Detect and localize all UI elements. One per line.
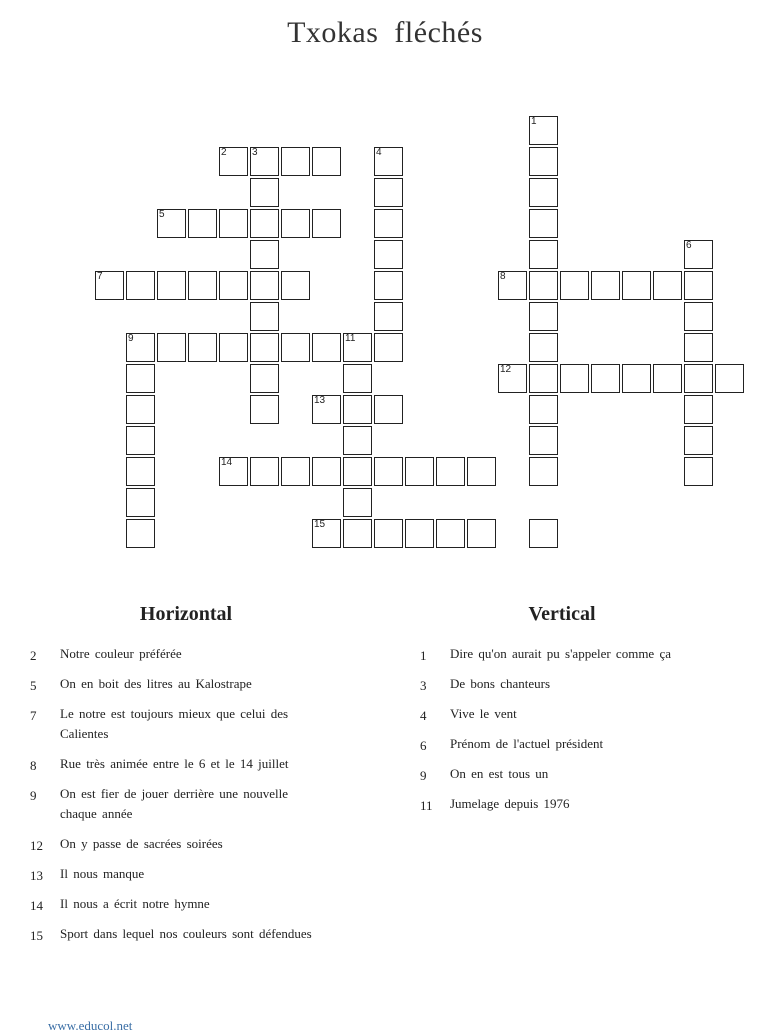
- grid-cell[interactable]: [250, 178, 279, 207]
- clue-text: On y passe de sacrées soirées: [60, 836, 223, 851]
- grid-cell[interactable]: [622, 364, 651, 393]
- grid-cell[interactable]: [374, 240, 403, 269]
- grid-cell[interactable]: [281, 147, 310, 176]
- clue-text: Sport dans lequel nos couleurs sont défendues: [60, 926, 312, 941]
- grid-cell[interactable]: [343, 488, 372, 517]
- grid-cell[interactable]: [374, 147, 403, 176]
- grid-cell[interactable]: [343, 519, 372, 548]
- grid-cell[interactable]: [653, 271, 682, 300]
- clue-text: Jumelage depuis 1976: [450, 796, 570, 811]
- grid-cell[interactable]: [157, 209, 186, 238]
- clue-text: On en est tous un: [450, 766, 549, 781]
- clue-text: De bons chanteurs: [450, 676, 551, 691]
- grid-cell[interactable]: [374, 457, 403, 486]
- clue-text: Le notre est toujours mieux que celui des Calientes: [60, 706, 289, 741]
- grid-cell[interactable]: [529, 426, 558, 455]
- cell-number: 6: [686, 240, 692, 251]
- grid-cell[interactable]: [188, 209, 217, 238]
- grid-cell[interactable]: [219, 271, 248, 300]
- horizontal-clue: [30, 784, 320, 824]
- grid-cell[interactable]: [312, 209, 341, 238]
- grid-cell[interactable]: [312, 147, 341, 176]
- vertical-clue: [420, 794, 740, 814]
- horizontal-clue: [30, 644, 320, 664]
- grid-cell[interactable]: [281, 333, 310, 362]
- grid-cell[interactable]: [529, 271, 558, 300]
- grid-cell[interactable]: [250, 240, 279, 269]
- cell-number: 15: [314, 519, 326, 530]
- horizontal-clue: [30, 894, 320, 914]
- grid-cell[interactable]: [374, 395, 403, 424]
- cell-number: 8: [500, 271, 506, 282]
- cell-number: 7: [97, 271, 103, 282]
- grid-cell[interactable]: [126, 488, 155, 517]
- clue-text: Rue très animée entre le 6 et le 14 juillet: [60, 756, 289, 771]
- grid-cell[interactable]: [126, 271, 155, 300]
- puzzle-title: Txokas fléchés: [287, 16, 483, 49]
- clue-number: 8: [30, 758, 37, 773]
- vertical-clue: [420, 674, 740, 694]
- grid-cell[interactable]: [312, 519, 341, 548]
- grid-cell[interactable]: [529, 240, 558, 269]
- cell-number: 13: [314, 395, 326, 406]
- grid-cell[interactable]: [529, 116, 558, 145]
- cell-number: 4: [376, 147, 382, 158]
- grid-cell[interactable]: [188, 271, 217, 300]
- grid-cell[interactable]: [684, 426, 713, 455]
- cell-number: 3: [252, 147, 258, 158]
- clue-number: 3: [420, 678, 427, 693]
- grid-cell[interactable]: [126, 457, 155, 486]
- clue-number: 12: [30, 838, 43, 853]
- grid-cell[interactable]: [312, 457, 341, 486]
- grid-cell[interactable]: [250, 302, 279, 331]
- grid-cell[interactable]: [219, 333, 248, 362]
- grid-cell[interactable]: [560, 271, 589, 300]
- grid-cell[interactable]: [498, 271, 527, 300]
- clue-number: 13: [30, 868, 43, 883]
- grid-cell[interactable]: [436, 519, 465, 548]
- horizontal-clue: [30, 924, 320, 944]
- grid-cell[interactable]: [281, 271, 310, 300]
- grid-cell[interactable]: [529, 178, 558, 207]
- grid-cell[interactable]: [715, 364, 744, 393]
- grid-cell[interactable]: [374, 271, 403, 300]
- clue-number: 1: [420, 648, 427, 663]
- grid-cell[interactable]: [126, 333, 155, 362]
- clue-text: Il nous manque: [60, 866, 145, 881]
- grid-cell[interactable]: [250, 271, 279, 300]
- grid-cell[interactable]: [529, 364, 558, 393]
- clue-text: Notre couleur préférée: [60, 646, 182, 661]
- grid-cell[interactable]: [312, 395, 341, 424]
- grid-cell[interactable]: [529, 147, 558, 176]
- grid-cell[interactable]: [684, 271, 713, 300]
- grid-cell[interactable]: [684, 240, 713, 269]
- vertical-clue: [420, 644, 740, 664]
- grid-cell[interactable]: [560, 364, 589, 393]
- vertical-clue-list: [420, 644, 740, 824]
- grid-cell[interactable]: [529, 457, 558, 486]
- clue-number: 14: [30, 898, 43, 913]
- clue-number: 9: [420, 768, 427, 783]
- grid-cell[interactable]: [343, 395, 372, 424]
- grid-cell[interactable]: [250, 364, 279, 393]
- clue-number: 15: [30, 928, 43, 943]
- clue-text: Prénom de l'actuel président: [450, 736, 604, 751]
- grid-cell[interactable]: [684, 302, 713, 331]
- grid-cell[interactable]: [622, 271, 651, 300]
- grid-cell[interactable]: [343, 333, 372, 362]
- grid-cell[interactable]: [374, 519, 403, 548]
- grid-cell[interactable]: [343, 457, 372, 486]
- grid-cell[interactable]: [529, 519, 558, 548]
- clue-number: 2: [30, 648, 37, 663]
- clue-text: Dire qu'on aurait pu s'appeler comme ça: [450, 646, 671, 661]
- grid-cell[interactable]: [467, 457, 496, 486]
- grid-cell[interactable]: [126, 395, 155, 424]
- grid-cell[interactable]: [250, 209, 279, 238]
- grid-cell[interactable]: [436, 457, 465, 486]
- grid-cell[interactable]: [498, 364, 527, 393]
- grid-cell[interactable]: [405, 519, 434, 548]
- grid-cell[interactable]: [250, 147, 279, 176]
- grid-cell[interactable]: [591, 364, 620, 393]
- clue-number: 4: [420, 708, 427, 723]
- grid-cell[interactable]: [312, 333, 341, 362]
- grid-cell[interactable]: [126, 519, 155, 548]
- horizontal-heading: Horizontal: [139, 603, 233, 625]
- grid-cell[interactable]: [157, 333, 186, 362]
- grid-cell[interactable]: [374, 302, 403, 331]
- horizontal-clue: [30, 704, 320, 744]
- cell-number: 5: [159, 209, 165, 220]
- grid-cell[interactable]: [343, 364, 372, 393]
- horizontal-clue-list: [30, 644, 320, 954]
- vertical-clue: [420, 704, 740, 724]
- vertical-heading: Vertical: [528, 603, 596, 625]
- grid-cell[interactable]: [250, 457, 279, 486]
- grid-cell[interactable]: [684, 333, 713, 362]
- grid-cell[interactable]: [374, 178, 403, 207]
- cell-number: 2: [221, 147, 227, 158]
- footer-link[interactable]: www.educol.net: [48, 1018, 133, 1033]
- vertical-clue: [420, 734, 740, 754]
- horizontal-clue: [30, 674, 320, 694]
- horizontal-clue: [30, 754, 320, 774]
- grid-cell[interactable]: [405, 457, 434, 486]
- grid-cell[interactable]: [281, 209, 310, 238]
- grid-cell[interactable]: [684, 457, 713, 486]
- vertical-clue: [420, 764, 740, 784]
- grid-cell[interactable]: [126, 426, 155, 455]
- clue-number: 7: [30, 708, 37, 723]
- grid-cell[interactable]: [250, 333, 279, 362]
- grid-cell[interactable]: [126, 364, 155, 393]
- clue-text: On est fier de jouer derrière une nouvelle chaque année: [60, 786, 289, 821]
- grid-cell[interactable]: [653, 364, 682, 393]
- grid-cell[interactable]: [219, 147, 248, 176]
- grid-cell[interactable]: [219, 457, 248, 486]
- cell-number: 11: [345, 333, 356, 344]
- clue-number: 5: [30, 678, 37, 693]
- cell-number: 12: [500, 364, 512, 375]
- clue-number: 6: [420, 738, 427, 753]
- grid-cell[interactable]: [529, 395, 558, 424]
- grid-cell[interactable]: [467, 519, 496, 548]
- grid-cell[interactable]: [529, 333, 558, 362]
- grid-cell[interactable]: [591, 271, 620, 300]
- clue-text: Il nous a écrit notre hymne: [60, 896, 210, 911]
- grid-cell[interactable]: [374, 333, 403, 362]
- grid-cell[interactable]: [684, 364, 713, 393]
- grid-cell[interactable]: [374, 209, 403, 238]
- horizontal-clue: [30, 864, 320, 884]
- grid-cell[interactable]: [188, 333, 217, 362]
- grid-cell[interactable]: [250, 395, 279, 424]
- cell-number: 1: [531, 116, 537, 127]
- grid-cell[interactable]: [529, 302, 558, 331]
- clue-number: 11: [420, 798, 433, 813]
- grid-cell[interactable]: [281, 457, 310, 486]
- grid-cell[interactable]: [157, 271, 186, 300]
- clue-text: Vive le vent: [450, 706, 517, 721]
- cell-number: 9: [128, 333, 134, 344]
- grid-cell[interactable]: [684, 395, 713, 424]
- cell-number: 14: [221, 457, 233, 468]
- grid-cell[interactable]: [95, 271, 124, 300]
- clue-number: 9: [30, 788, 37, 803]
- horizontal-clue: [30, 834, 320, 854]
- grid-cell[interactable]: [343, 426, 372, 455]
- grid-cell[interactable]: [529, 209, 558, 238]
- grid-cell[interactable]: [219, 209, 248, 238]
- clue-text: On en boit des litres au Kalostrape: [60, 676, 252, 691]
